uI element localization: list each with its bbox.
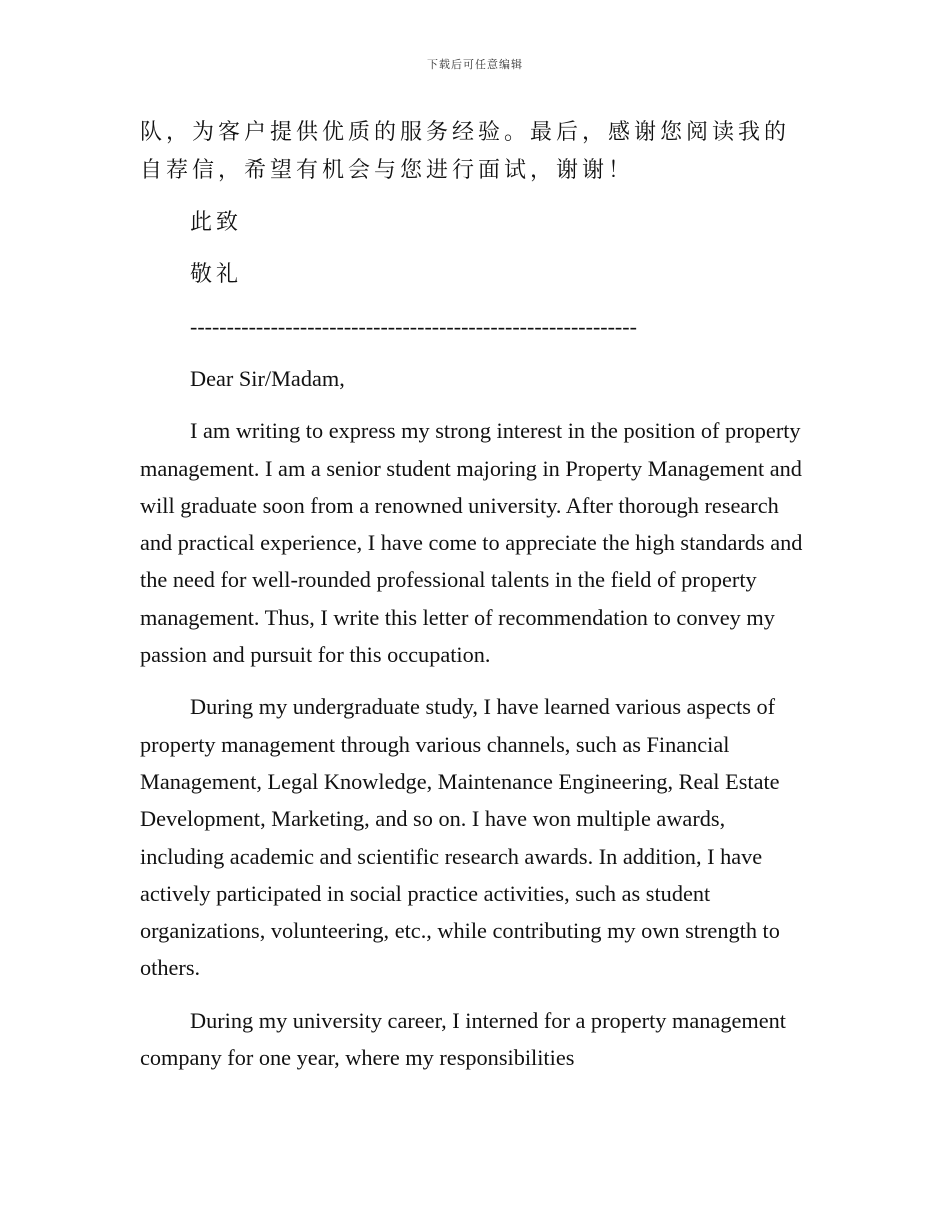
english-paragraph: I am writing to express my strong interest in the position of property management. I am a senior student majoring in Property Management and will graduate soon from a renowned university. After thorough research and practical experience, I have come to appreciate the high standards and the need for well-rounded professional talents in the field of property management. Thus, I write this letter of recommendation to convey my passion and pursuit for this occupation. bbox=[140, 418, 803, 668]
document-body bbox=[140, 114, 812, 1091]
section-divider: ------------------------------------------------------------- bbox=[190, 314, 637, 339]
english-paragraph: During my university career, I interned for a property management company for one year, where my responsibilities bbox=[140, 1007, 786, 1071]
chinese-closing-paragraph: 队，为客户提供优质的服务经验。最后，感谢您阅读我的自荐信，希望有机会与您进行面试，谢谢！ bbox=[140, 120, 791, 183]
sign-off-salute: 敬礼 bbox=[190, 262, 243, 287]
salutation: Dear Sir/Madam, bbox=[190, 366, 345, 391]
page-header: 下载后可任意编辑 bbox=[427, 58, 523, 71]
sign-off-regards: 此致 bbox=[190, 210, 243, 235]
english-paragraph: During my undergraduate study, I have learned various aspects of property management through various channels, such as Financial Management, Legal Knowledge, Maintenance Engineering, Real Estate Development, Marketing, and so on. I have won multiple awards, including academic and scientific research awards. In addition, I have actively participated in social practice activities, such as student organizations, volunteering, etc., while contributing my own strength to others. bbox=[140, 694, 780, 981]
